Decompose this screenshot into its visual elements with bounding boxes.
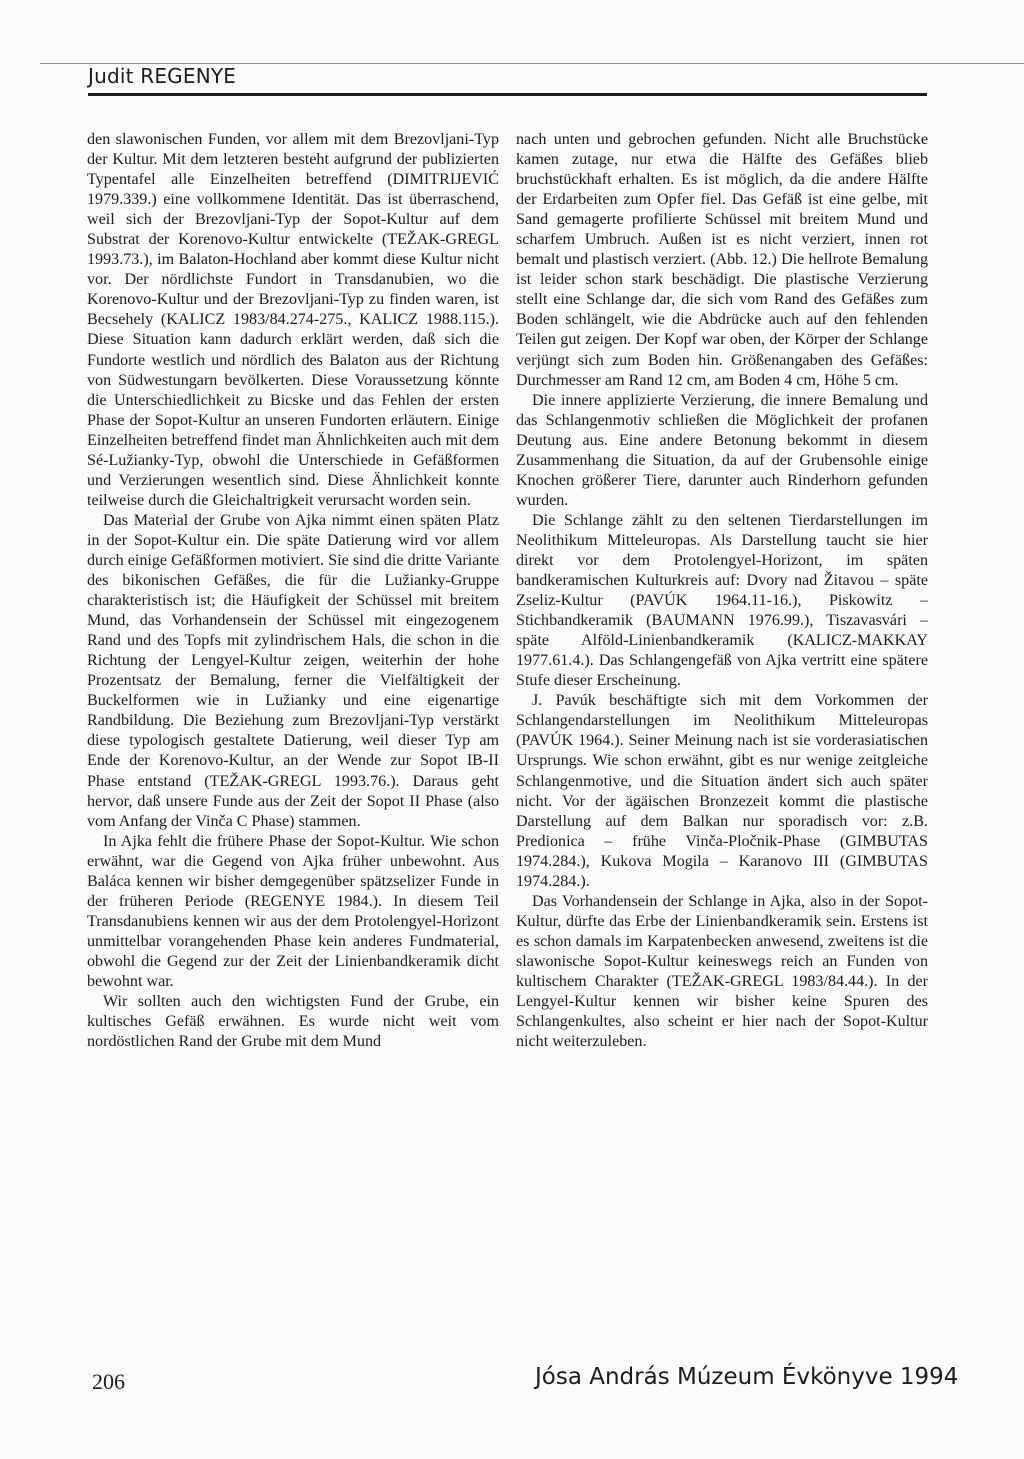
running-head-author: Judit REGENYE xyxy=(88,64,237,88)
paragraph: Wir sollten auch den wichtigsten Fund der Grube, ein kultisches Gefäß erwähnen. Es wurde nicht weit vom nordöstlichen Rand der Grube mit dem Mund xyxy=(87,993,499,1051)
paragraph: Die innere applizierte Verzierung, die innere Bemalung und das Schlangenmotiv schließen die Möglichkeit der profanen Deutung aus. Eine andere Betonung bekommt in diesem Zusammenhang die Situation, da auf der Grubensohle einige Knochen größerer Tiere, darunter auch Rinderhorn gefunden wurden. xyxy=(516,391,928,509)
paragraph: In Ajka fehlt die frühere Phase der Sopot-Kultur. Wie schon erwähnt, war die Gegend von Ajka früher unbewohnt. Aus Baláca kennen wir bisher demgegenüber spätzselizer Funde in der früheren Periode (REGENYE 1984.). In diesem Teil Transdanubiens kennen wir aus der dem Protolengyel-Horizont unmittelbar vorangehenden Phase kein anderes Fundmaterial, obwohl die Gegend zur der Zeit der Linienbandkeramik dicht bewohnt war. xyxy=(87,832,499,990)
header-rule xyxy=(88,93,927,96)
right-column xyxy=(516,130,928,1052)
paragraph: den slawonischen Funden, vor allem mit dem Brezovljani-Typ der Kultur. Mit dem letzteren besteht aufgrund der publizierten Typentafel alle Einzelheiten betreffend (DIMITRIJEVIĆ 1979.339.) eine vollkommene Identität. Das ist überraschend, weil sich der Brezovljani-Typ der Sopot-Kultur auf dem Substrat der Korenovo-Kultur entwickelte (TEŽAK-GREGL 1993.73.), im Balaton-Hochland aber kommt diese Kultur nicht vor. Der nördlichste Fundort in Transdanubien, wo die Korenovo-Kultur und der Brezovljani-Typ zu finden waren, ist Becsehely (KALICZ 1983/84.274-275., KALICZ 1988.115.). Diese Situation kann dadurch erklärt werden, daß sich die Fundorte westlich und nördlich des Balaton aus der Richtung von Südwestungarn bevölkerten. Diese Voraussetzung könnte die Unterschiedlichkeit zu Bicske und das Fehlen der ersten Phase der Sopot-Kultur an unseren Fundorten erläutern. Einige Einzelheiten betreffend findet man Ähnlichkeiten auch mit dem Sé-Lužianky-Typ, obwohl die Unterschiede in Gefäßformen und Verzierungen wesentlich sind. Diese Ähnlichkeit konnte teilweise durch die Gleichaltrigkeit verursacht worden sein. xyxy=(87,131,499,509)
paragraph: J. Pavúk beschäftigte sich mit dem Vorkommen der Schlangendarstellungen im Neolithikum Mitteleuropas (PAVÚK 1964.). Seiner Meinung nach ist sie vorderasiatischen Ursprungs. Wie schon erwähnt, gibt es nur wenige zeitgleiche Schlangenmotive, und die Situation ändert sich auch später nicht. Vor der ägäischen Bronzezeit kommt die plastische Darstellung auf dem Balkan nur sporadisch vor: z.B. Predionica – frühe Vinča-Pločnik-Phase (GIMBUTAS 1974.284.), Kukova Mogila – Karanovo III (GIMBUTAS 1974.284.). xyxy=(516,692,928,890)
left-column xyxy=(87,130,499,1052)
page-number: 206 xyxy=(92,1369,125,1394)
paragraph: Das Material der Grube von Ajka nimmt einen späten Platz in der Sopot-Kultur ein. Die späte Datierung wird vor allem durch einige Gefäßformen motiviert. Sie sind die dritte Variante des bikonischen Gefäßes, die für die Lužianky-Gruppe charakteristisch ist; die Häufigkeit der Schüssel mit breitem Mund, das Vorhandensein der Schüssel mit eingezogenem Rand und des Topfs mit zylindrischem Hals, die schon in die Richtung der Lengyel-Kultur zeigen, weiterhin der hohe Prozentsatz der Bemalung, ferner die Vielfältigkeit der Buckelformen wie in Lužianky und eine eigenartige Randbildung. Die Beziehung zum Brezovljani-Typ verstärkt diese typologisch gestaltete Datierung, weil dieser Typ am Ende der Korenovo-Kultur, an der Wende zur Sopot IB-II Phase entstand (TEŽAK-GREGL 1993.76.). Daraus geht hervor, daß unsere Funde aus der Zeit der Sopot II Phase (also vom Anfang der Vinča C Phase) stammen. xyxy=(87,511,499,830)
paragraph: nach unten und gebrochen gefunden. Nicht alle Bruchstücke kamen zutage, nur etwa die Hälfte des Gefäßes blieb bruchstückhaft erhalten. Es ist möglich, da die andere Hälfte der Erdarbeiten zum Opfer fiel. Das Gefäß ist eine gelbe, mit Sand gemagerte profilierte Schüssel mit breitem Mund und scharfem Umbruch. Außen ist es nicht verziert, innen rot bemalt und plastisch verziert. (Abb. 12.) Die hellrote Bemalung ist leider schon stark beschädigt. Die plastische Verzierung stellt eine Schlange dar, die sich vom Rand des Gefäßes zum Boden schlängelt, wie die Abdrücke auch auf den fehlenden Teilen gut zeigen. Der Kopf war oben, der Körper der Schlange verjüngt sich zum Boden hin. Größenangaben des Gefäßes: Durchmesser am Rand 12 cm, am Boden 4 cm, Höhe 5 cm. xyxy=(516,131,928,389)
paragraph: Das Vorhandensein der Schlange in Ajka, also in der Sopot-Kultur, dürfte das Erbe der Linienbandkeramik sein. Erstens ist es schon damals im Karpatenbecken anwesend, zweitens ist die slawonische Sopot-Kultur keineswegs reich an Funden von kultischem Charakter (TEŽAK-GREGL 1983/84.44.). In der Lengyel-Kultur kennen wir bisher keine Spuren des Schlangenkultes, also scheint er hier nach der Sopot-Kultur nicht weiterzuleben. xyxy=(516,892,928,1051)
paragraph: Die Schlange zählt zu den seltenen Tierdarstellungen im Neolithikum Mitteleuropas. Als Darstellung taucht sie hier direkt vor dem Protolengyel-Horizont, im späten bandkeramischen Kulturkreis auf: Dvory nad Žitavou – späte Zseliz-Kultur (PAVÚK 1964.11-16.), Piskowitz – Stichbandkeramik (BAUMANN 1976.99.), Tiszavasvári – späte Alföld-Linienbandkeramik (KALICZ-MAKKAY 1977.61.4.). Das Schlangengefäß von Ajka vertritt eine spätere Stufe dieser Erscheinung. xyxy=(516,511,928,690)
journal-title: Jósa András Múzeum Évkönyve 1994 xyxy=(535,1364,959,1390)
